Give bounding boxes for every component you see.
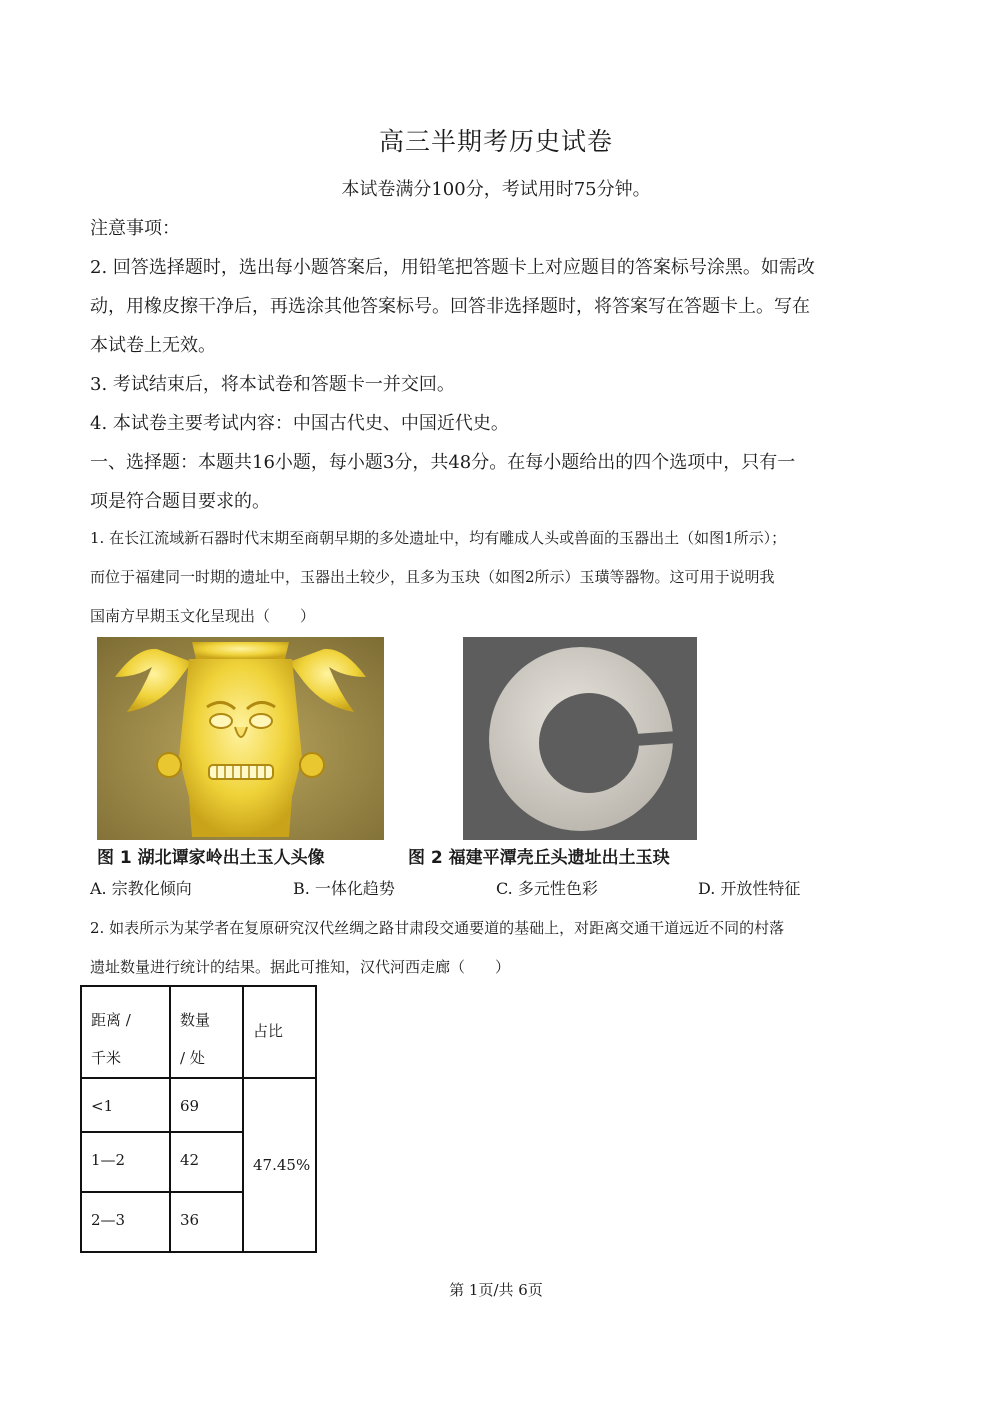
cell-distance: <1 (81, 1078, 170, 1132)
header-share: 占比 (243, 986, 316, 1078)
note-2-line-3: 本试卷上无效。 (90, 335, 216, 356)
q1-option-c: C. 多元性色彩 (496, 879, 598, 898)
figure-1-jade-head-image (97, 637, 384, 840)
q1-stem-line-1: 1. 在长江流域新石器时代末期至商朝早期的多处遗址中，均有雕成人头或兽面的玉器出土（如图1所示）； (90, 529, 787, 547)
cell-count: 69 (170, 1078, 243, 1132)
note-2-line-1: 2. 回答选择题时，选出每小题答案后，用铅笔把答题卡上对应题目的答案标号涂黑。如需改 (90, 257, 815, 278)
cell-share-merged: 47.45% (243, 1078, 316, 1252)
cell-distance: 2—3 (81, 1192, 170, 1252)
notes-heading: 注意事项： (90, 218, 180, 239)
note-4: 4. 本试卷主要考试内容：中国古代史、中国近代史。 (90, 413, 509, 434)
exam-info: 本试卷满分100分，考试用时75分钟。 (341, 179, 651, 200)
header-distance: 距离 / 千米 (81, 986, 170, 1078)
q2-stem-line-2: 遗址数量进行统计的结果。据此可推知，汉代河西走廊（ ） (90, 958, 511, 976)
table-header-row (81, 986, 316, 1078)
q1-stem-line-2: 而位于福建同一时期的遗址中，玉器出土较少，且多为玉玦（如图2所示）玉璜等器物。这可用于说明我 (90, 568, 775, 586)
cell-count: 42 (170, 1132, 243, 1192)
village-site-table (80, 985, 317, 1253)
note-2-line-2: 动，用橡皮擦干净后，再选涂其他答案标号。回答非选择题时，将答案写在答题卡上。写在 (90, 296, 810, 317)
section-heading-line-1: 一、选择题：本题共16小题，每小题3分，共48分。在每小题给出的四个选项中，只有一 (90, 452, 796, 473)
figure-1-caption: 图 1 湖北谭家岭出土玉人头像 (97, 848, 325, 868)
note-3: 3. 考试结束后，将本试卷和答题卡一并交回。 (90, 374, 455, 395)
q1-stem-line-3: 国南方早期玉文化呈现出（ ） (90, 607, 316, 625)
q1-option-d: D. 开放性特征 (698, 879, 801, 898)
figure-2-caption: 图 2 福建平潭壳丘头遗址出土玉玦 (408, 848, 670, 868)
q2-stem-line-1: 2. 如表所示为某学者在复原研究汉代丝绸之路甘肃段交通要道的基础上，对距离交通干道远近不同的村落 (90, 919, 785, 937)
q1-option-b: B. 一体化趋势 (293, 879, 395, 898)
table-row (81, 1078, 316, 1132)
cell-count: 36 (170, 1192, 243, 1252)
page-number: 第 1页/共 6页 (449, 1281, 543, 1299)
q1-option-a: A. 宗教化倾向 (90, 879, 192, 898)
figure-2-jade-jue-image (463, 637, 697, 840)
section-heading-line-2: 项是符合题目要求的。 (90, 491, 270, 512)
page-title: 高三半期考历史试卷 (378, 127, 613, 156)
header-count: 数量 / 处 (170, 986, 243, 1078)
cell-distance: 1—2 (81, 1132, 170, 1192)
